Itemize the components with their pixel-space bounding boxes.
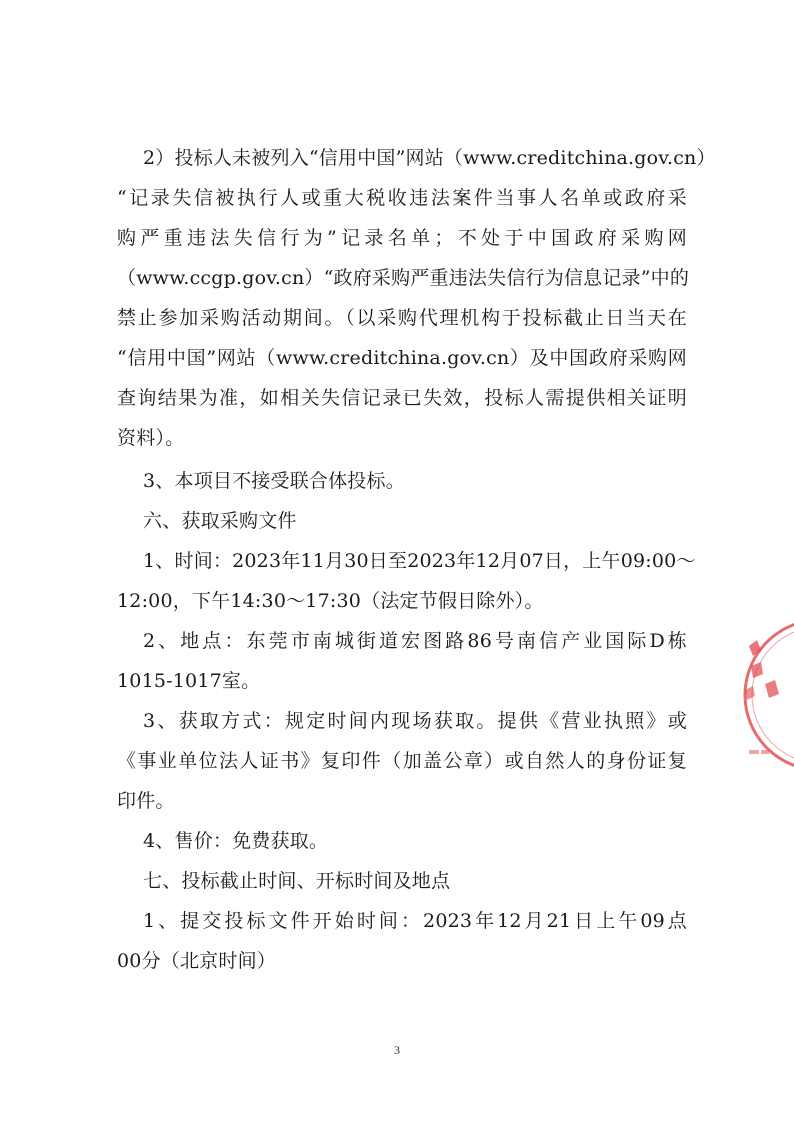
text-line: “信用中国”网站（www.creditchina.gov.cn）及中国政府采购网 bbox=[117, 347, 687, 369]
text-line: “记录失信被执行人或重大税收违法案件当事人名单或政府采 bbox=[117, 187, 687, 209]
text-line: 1015-1017室。 bbox=[117, 670, 261, 692]
text-line: 3、本项目不接受联合体投标。 bbox=[143, 470, 405, 492]
text-line: 《事业单位法人证书》复印件（加盖公章）或自然人的身份证复 bbox=[117, 750, 687, 772]
text-line: 1、时间：2023年11月30日至2023年12月07日，上午09:00～ bbox=[143, 550, 696, 572]
text-line: 资料）。 bbox=[117, 427, 185, 449]
text-line: 3、获取方式：规定时间内现场获取。提供《营业执照》或 bbox=[143, 710, 687, 732]
text-line: 2、地点：东莞市南城街道宏图路86号南信产业国际D栋 bbox=[143, 630, 687, 652]
text-line: 00分（北京时间） bbox=[117, 950, 276, 972]
text-line: 2）投标人未被列入“信用中国”网站（www.creditchina.gov.cn） bbox=[143, 147, 716, 169]
section-heading: 七、投标截止时间、开标时间及地点 bbox=[143, 870, 451, 892]
text-line: 1、提交投标文件开始时间：2023年12月21日上午09点 bbox=[143, 910, 687, 932]
text-line: 查询结果为准，如相关失信记录已失效，投标人需提供相关证明 bbox=[117, 387, 687, 409]
text-line: 12:00，下午14:30～17:30（法定节假日除外）。 bbox=[117, 590, 544, 612]
seal-stamp-icon bbox=[735, 610, 794, 780]
text-line: 4、售价：免费获取。 bbox=[143, 830, 329, 852]
text-line: 印件。 bbox=[117, 790, 175, 812]
text-line: （www.ccgp.gov.cn）“政府采购严重违法失信行为信息记录”中的 bbox=[117, 267, 690, 289]
page-number: 3 bbox=[394, 1043, 400, 1057]
section-heading: 六、获取采购文件 bbox=[143, 510, 297, 532]
text-line: 购严重违法失信行为”记录名单；不处于中国政府采购网 bbox=[117, 227, 687, 249]
text-line: 禁止参加采购活动期间。（以采购代理机构于投标截止日当天在 bbox=[117, 307, 687, 329]
